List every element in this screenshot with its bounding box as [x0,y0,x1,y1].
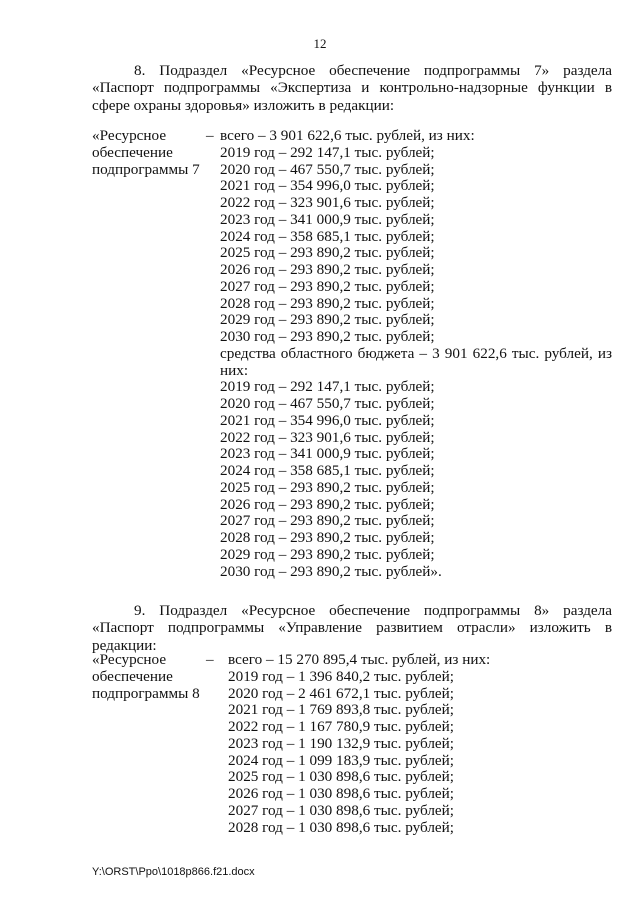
section-9-heading-text: 9. Подраздел «Ресурсное обеспечение подпрограммы 8» раздела «Паспорт подпрограммы «Управление развитием отрасли» изложить в редакции: [92,602,612,654]
label-line: подпрограммы 8 [92,684,200,702]
section-8-heading [92,62,612,114]
year-line: 2028 год – 293 890,2 тыс. рублей; [220,529,435,546]
year-line: 2020 год – 467 550,7 тыс. рублей; [220,160,435,178]
section-8-values [220,128,612,580]
section-9-resource-block [92,652,612,847]
year-line: 2028 год – 1 030 898,6 тыс. рублей; [228,818,455,836]
section-9-values [228,652,620,836]
year-line: 2027 год – 293 890,2 тыс. рублей; [220,512,435,530]
section-8-label [92,128,204,178]
year-line: 2023 год – 341 000,9 тыс. рублей; [220,210,435,228]
label-line: обеспечение [92,143,173,161]
year-line: 2023 год – 341 000,9 тыс. рублей; [220,445,435,463]
year-line: 2025 год – 293 890,2 тыс. рублей; [220,244,435,262]
label-line: «Ресурсное [92,651,167,668]
year-line: 2029 год – 293 890,2 тыс. рублей; [220,545,435,563]
year-line: 2026 год – 293 890,2 тыс. рублей; [220,495,435,513]
total-line: всего – 15 270 895,4 тыс. рублей, из них: [228,651,491,668]
year-line: 2022 год – 323 901,6 тыс. рублей; [220,194,435,211]
year-line: 2027 год – 293 890,2 тыс. рублей; [220,277,435,295]
regional-budget-line: средства областного бюджета – 3 901 622,6 тыс. рублей, из них: [220,344,612,379]
year-line: 2024 год – 358 685,1 тыс. рублей; [220,227,435,245]
year-line: 2021 год – 1 769 893,8 тыс. рублей; [228,701,455,719]
year-line: 2027 год – 1 030 898,6 тыс. рублей; [228,801,455,819]
section-8-heading-text: 8. Подраздел «Ресурсное обеспечение подпрограммы 7» раздела «Паспорт подпрограммы «Экспертиза и контрольно-надзорные функции в сфере охраны здоровья» изложить в редакции: [92,62,612,114]
year-line: 2026 год – 1 030 898,6 тыс. рублей; [228,785,455,802]
year-line: 2019 год – 292 147,1 тыс. рублей; [220,378,435,396]
file-path-footer: Y:\ORST\Ppo\1018p866.f21.docx [92,866,255,878]
year-line: 2024 год – 358 685,1 тыс. рублей; [220,462,435,479]
section-8-resource-block [92,128,612,588]
year-line: 2019 год – 292 147,1 тыс. рублей; [220,143,435,161]
year-line: 2020 год – 467 550,7 тыс. рублей; [220,395,435,412]
year-line: 2021 год – 354 996,0 тыс. рублей; [220,177,435,195]
label-line: обеспечение [92,667,173,685]
dash: – [206,127,214,144]
section-9-heading [92,602,612,654]
year-line: 2030 год – 293 890,2 тыс. рублей; [220,328,435,345]
dash: – [206,651,214,668]
label-line: подпрограммы 7 [92,160,200,178]
year-line: 2025 год – 1 030 898,6 тыс. рублей; [228,768,455,786]
section-9-label [92,652,204,702]
year-line: 2024 год – 1 099 183,9 тыс. рублей; [228,751,455,769]
year-line: 2022 год – 323 901,6 тыс. рублей; [220,428,435,446]
year-line: 2026 год – 293 890,2 тыс. рублей; [220,261,435,278]
year-line: 2019 год – 1 396 840,2 тыс. рублей; [228,667,455,685]
label-line: «Ресурсное [92,127,167,144]
total-line: всего – 3 901 622,6 тыс. рублей, из них: [220,127,475,144]
page-number: 12 [313,36,327,51]
year-line: 2029 год – 293 890,2 тыс. рублей; [220,311,435,329]
year-line: 2023 год – 1 190 132,9 тыс. рублей; [228,734,455,752]
year-line: 2020 год – 2 461 672,1 тыс. рублей; [228,684,455,702]
year-line: 2025 год – 293 890,2 тыс. рублей; [220,478,435,496]
year-line: 2022 год – 1 167 780,9 тыс. рублей; [228,718,455,735]
year-line: 2030 год – 293 890,2 тыс. рублей». [220,562,442,580]
year-line: 2028 год – 293 890,2 тыс. рублей; [220,294,435,312]
year-line: 2021 год – 354 996,0 тыс. рублей; [220,411,435,429]
